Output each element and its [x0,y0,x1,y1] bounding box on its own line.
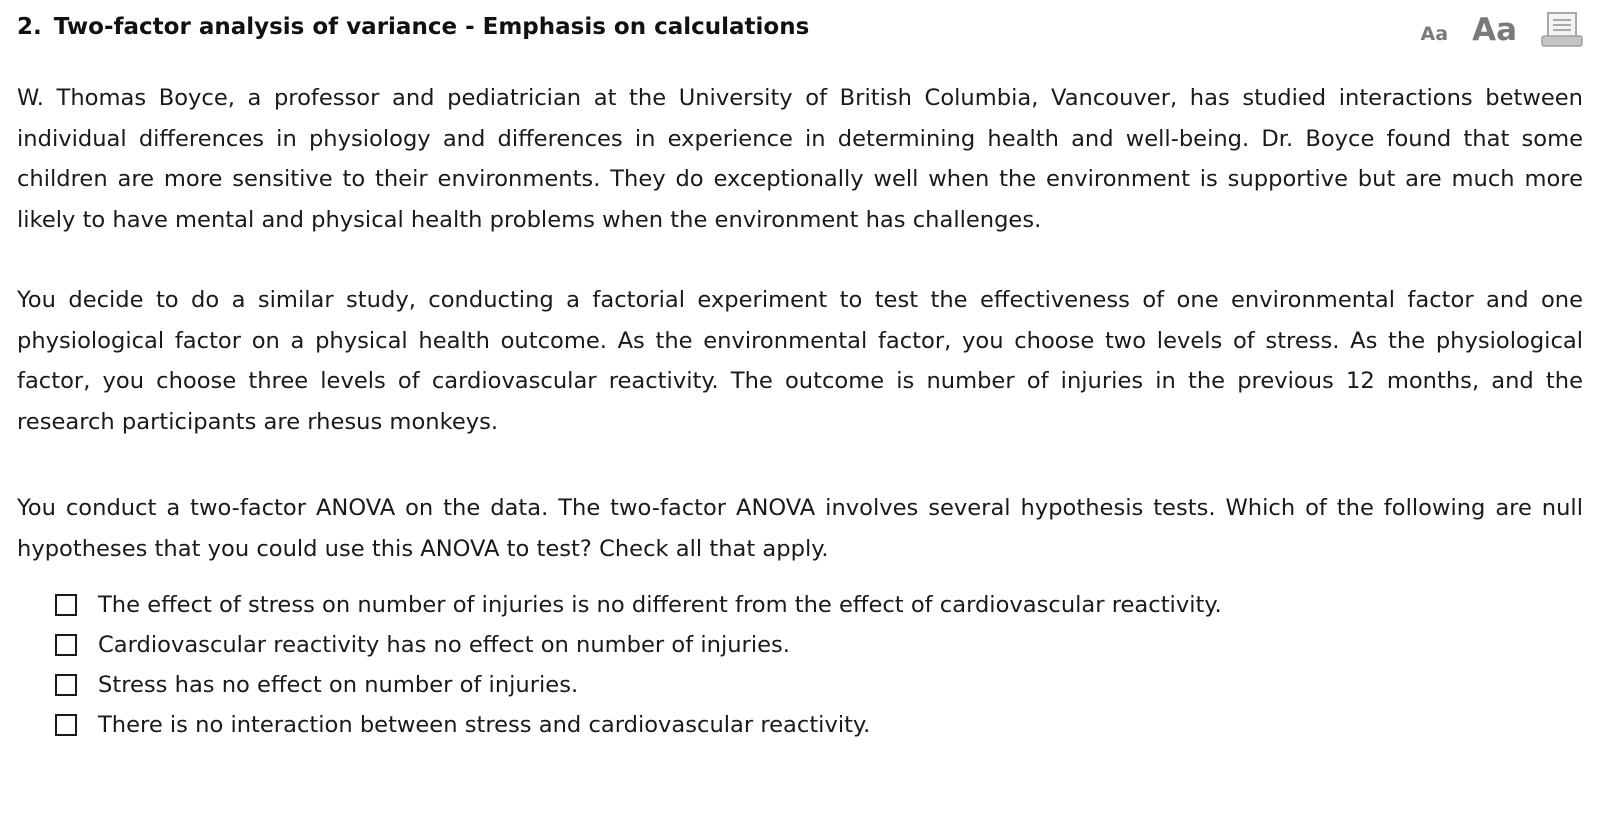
paragraph-prompt: You conduct a two-factor ANOVA on the data. The two-factor ANOVA involves several hypothesis tests. Which of the following are null hypotheses that you could use this ANOVA to test? Check all that apply. [17,495,1583,562]
question-content [17,78,1583,745]
question-number: 2. [17,14,42,40]
option-item[interactable] [55,585,1583,625]
option-checkbox[interactable] [55,674,77,696]
toolbar [1421,10,1583,50]
question-title [17,14,809,40]
increase-font-button[interactable]: Aa [1472,12,1517,48]
paragraph-study: You decide to do a similar study, conducting a factorial experiment to test the effectiveness of one environmental factor and one physiological factor on a physical health outcome. As the environmental factor, you choose two levels of stress. As the physiological factor, you choose three levels of cardiovascular reactivity. The outcome is number of injuries in the previous 12 months, and the research participants are rhesus monkeys. [17,287,1583,435]
option-label[interactable]: Cardiovascular reactivity has no effect on number of injuries. [98,631,790,658]
option-checkbox[interactable] [55,594,77,616]
option-item[interactable] [55,705,1583,745]
option-checkbox[interactable] [55,634,77,656]
decrease-font-button[interactable]: Aa [1420,23,1449,45]
option-label[interactable]: The effect of stress on number of injuries is no different from the effect of cardiovascular reactivity. [98,591,1222,618]
question-header [17,10,1583,50]
option-checkbox[interactable] [55,714,77,736]
question-title-text: Two-factor analysis of variance - Emphasis on calculations [53,14,810,40]
option-label[interactable]: Stress has no effect on number of injuries. [98,671,579,698]
print-icon [1541,12,1583,48]
paragraph-intro: W. Thomas Boyce, a professor and pediatrician at the University of British Columbia, Vancouver, has studied interactions between individual differences in physiology and differences in experience in determining health and well-being. Dr. Boyce found that some children are more sensitive to their environments. They do exceptionally well when the environment is supportive but are much more likely to have mental and physical health problems when the environment has challenges. [17,85,1583,233]
option-item[interactable] [55,625,1583,665]
option-label[interactable]: There is no interaction between stress and cardiovascular reactivity. [98,711,871,738]
answer-options [17,585,1583,745]
option-item[interactable] [55,665,1583,705]
print-button[interactable] [1541,12,1583,48]
